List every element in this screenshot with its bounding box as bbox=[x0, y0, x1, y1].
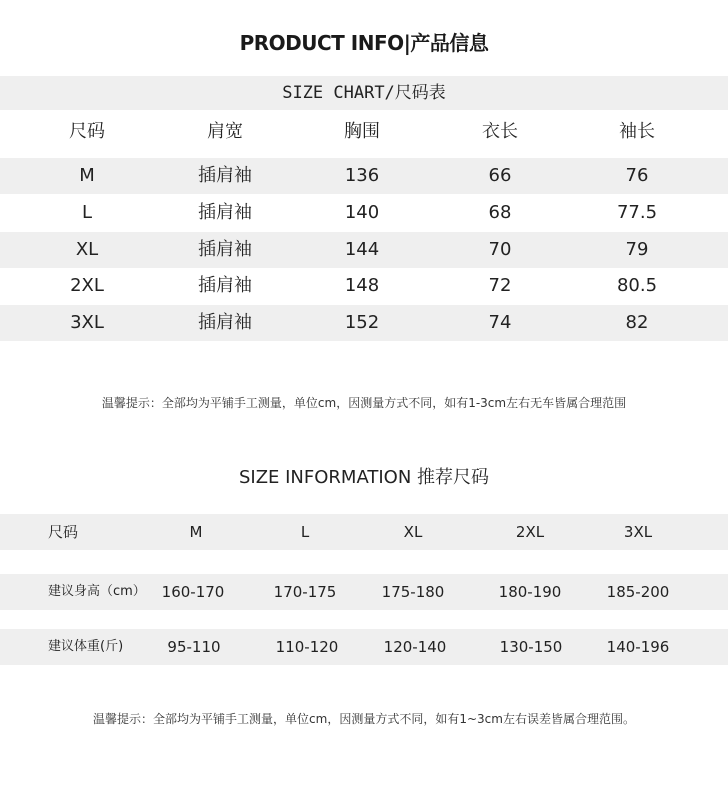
height-cell: 175-180 bbox=[381, 583, 445, 601]
size-cell: M bbox=[189, 523, 203, 541]
size-chart-title: SIZE CHART/尺码表 bbox=[282, 83, 446, 103]
header-cell-sleeve: 袖长 bbox=[619, 121, 655, 142]
table-cell: 77.5 bbox=[616, 202, 658, 223]
size-cell: 3XL bbox=[623, 523, 653, 541]
size-label: 尺码 bbox=[48, 523, 79, 541]
table-cell: 79 bbox=[625, 239, 649, 260]
weight-cell: 130-150 bbox=[499, 638, 563, 656]
table-cell: 80.5 bbox=[616, 275, 658, 296]
table-cell: L bbox=[81, 202, 93, 223]
table-cell: 3XL bbox=[70, 312, 104, 333]
weight-cell: 120-140 bbox=[383, 638, 447, 656]
header-cell-size: 尺码 bbox=[69, 121, 105, 142]
table-cell: 144 bbox=[344, 239, 380, 260]
size-info-note: 温馨提示：全部均为平铺手工测量，单位cm，因测量方式不同，如有1~3cm左右误差皆属合理范围。 bbox=[93, 712, 635, 726]
table-cell: 74 bbox=[488, 312, 512, 333]
height-cell: 180-190 bbox=[498, 583, 562, 601]
table-cell: 70 bbox=[488, 239, 512, 260]
table-cell: 140 bbox=[344, 202, 380, 223]
table-cell: 68 bbox=[488, 202, 512, 223]
header-cell-length: 衣长 bbox=[482, 121, 518, 142]
table-cell: 152 bbox=[344, 312, 380, 333]
table-cell: 82 bbox=[625, 312, 649, 333]
page-title: PRODUCT INFO|产品信息 bbox=[239, 31, 489, 55]
table-cell: 136 bbox=[344, 165, 380, 186]
table-cell: 插肩袖 bbox=[198, 275, 252, 296]
size-cell: 2XL bbox=[515, 523, 545, 541]
height-label: 建议身高（cm） bbox=[48, 584, 146, 599]
table-cell: 66 bbox=[488, 165, 512, 186]
size-cell: XL bbox=[403, 523, 423, 541]
table-cell: 插肩袖 bbox=[198, 312, 252, 333]
height-cell: 170-175 bbox=[273, 583, 337, 601]
table-cell: 插肩袖 bbox=[198, 202, 252, 223]
size-chart-note: 温馨提示：全部均为平铺手工测量，单位cm，因测量方式不同，如有1-3cm左右无车皆属合理范围 bbox=[101, 396, 627, 410]
weight-cell: 95-110 bbox=[167, 638, 221, 656]
table-cell: 2XL bbox=[70, 275, 104, 296]
weight-cell: 140-196 bbox=[606, 638, 670, 656]
size-cell: L bbox=[300, 523, 310, 541]
header-cell-shoulder: 肩宽 bbox=[207, 121, 243, 142]
header-cell-chest: 胸围 bbox=[344, 121, 380, 142]
row-band bbox=[0, 514, 728, 550]
table-cell: M bbox=[79, 165, 95, 186]
height-cell: 185-200 bbox=[606, 583, 670, 601]
weight-label: 建议体重(斤) bbox=[48, 639, 124, 654]
weight-cell: 110-120 bbox=[275, 638, 339, 656]
table-cell: 148 bbox=[344, 275, 380, 296]
table-cell: 76 bbox=[625, 165, 649, 186]
table-cell: XL bbox=[75, 239, 99, 260]
size-info-title: SIZE INFORMATION 推荐尺码 bbox=[238, 467, 490, 488]
table-cell: 插肩袖 bbox=[198, 239, 252, 260]
table-cell: 插肩袖 bbox=[198, 165, 252, 186]
height-cell: 160-170 bbox=[161, 583, 225, 601]
table-cell: 72 bbox=[488, 275, 512, 296]
